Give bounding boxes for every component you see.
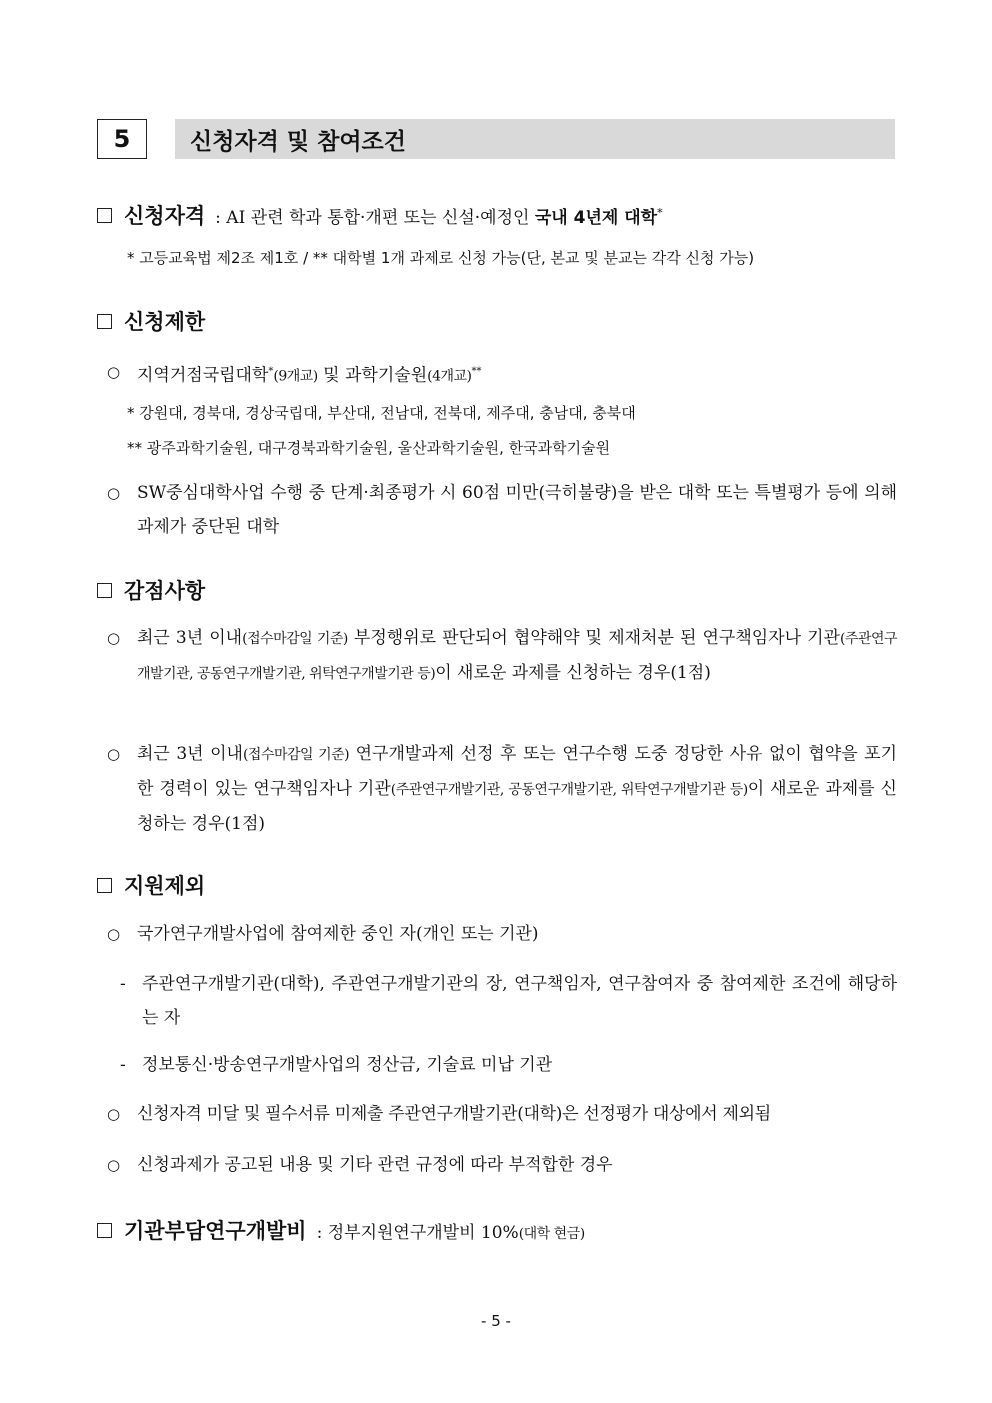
deduction-item-1-e: 이 새로운 과제를 신청하는 경우(1점) xyxy=(435,663,711,683)
deduction-item-1-a: 최근 3년 이내 xyxy=(137,628,243,648)
restriction-item-1-sup1: * xyxy=(268,366,274,377)
restriction-note-1: * 강원대, 경북대, 경상국립대, 부산대, 전남대, 전북대, 제주대, 충남대, 충북대 xyxy=(127,404,636,422)
exclusion-dash-2 xyxy=(120,1048,897,1082)
deduction-item-2 xyxy=(107,737,897,841)
restriction-item-1-b: (9개교) xyxy=(273,368,318,385)
eligibility-emphasis: 국내 4년제 대학 xyxy=(534,207,658,228)
exclusion-dash-2-text: 정보통신·방송연구개발사업의 정산금, 기술료 미납 기관 xyxy=(142,1055,553,1075)
exclusion-item-2 xyxy=(107,1097,897,1131)
exclusion-item-1-text: 국가연구개발사업에 참여제한 중인 자(개인 또는 기관) xyxy=(137,924,539,944)
deduction-item-2-e: 이 새로운 과제를 신청하는 경우(1점) xyxy=(137,779,897,834)
circle-bullet-icon: ○ xyxy=(107,925,121,943)
deduction-item-2-a: 최근 3년 이내 xyxy=(137,744,243,764)
matching-heading: 기관부담연구개발비 xyxy=(124,1219,307,1243)
matching-text: 정부지원연구개발비 10% xyxy=(327,1222,519,1243)
circle-bullet-icon: ○ xyxy=(107,484,121,502)
restriction-note-2: ** 광주과학기술원, 대구경북과학기술원, 울산과학기술원, 한국과학기술원 xyxy=(127,439,611,457)
eligibility-desc xyxy=(215,203,662,228)
deduction-item-1-d: (주관연구개발기관, 공동연구개발기관, 위탁연구개발기관 등) xyxy=(137,631,898,682)
exclusion-dash-1-text: 주관연구개발기관(대학), 주관연구개발기관의 장, 연구책임자, 연구참여자 중 참여제한 조건에 해당하는 자 xyxy=(142,974,897,1028)
exclusion-dash-1 xyxy=(120,967,897,1035)
checkbox-square-icon xyxy=(97,583,112,598)
circle-bullet-icon: ○ xyxy=(107,745,121,763)
deduction-item-1-b: (접수마감일 기준) xyxy=(242,631,348,647)
deduction-item-2-c: 연구개발과제 선정 후 또는 연구수행 도중 정당한 사유 없이 협약을 포기한 경력이 있는 연구책임자나 기관 xyxy=(137,744,897,799)
section-number: 5 xyxy=(97,119,147,159)
circle-bullet-icon: ○ xyxy=(107,1105,121,1123)
deduction-item-1 xyxy=(107,621,897,691)
eligibility-colon: : xyxy=(215,207,221,228)
exclusion-item-3 xyxy=(107,1148,897,1182)
restriction-heading-row xyxy=(97,306,205,336)
exclusion-heading-row xyxy=(97,870,205,900)
restriction-item-1-d: (4개교) xyxy=(427,368,472,385)
circle-bullet-icon: ○ xyxy=(107,1156,121,1174)
restriction-item-1-c: 및 과학기술원 xyxy=(317,365,428,386)
matching-small: (대학 현금) xyxy=(518,1225,585,1242)
eligibility-heading-row xyxy=(97,200,663,230)
restriction-item-1-a: 지역거점국립대학 xyxy=(137,365,269,386)
eligibility-heading: 신청자격 xyxy=(124,204,206,228)
dash-bullet-icon: - xyxy=(120,974,126,994)
restriction-item-2 xyxy=(107,476,897,544)
restriction-heading: 신청제한 xyxy=(124,310,206,334)
restriction-item-1-sup2: ** xyxy=(471,366,482,377)
matching-heading-row xyxy=(97,1215,585,1245)
checkbox-square-icon xyxy=(97,1223,112,1238)
eligibility-sup: * xyxy=(657,205,663,219)
deduction-item-2-d: (주관연구개발기관, 공동연구개발기관, 위탁연구개발기관 등) xyxy=(390,782,748,798)
checkbox-square-icon xyxy=(97,208,112,223)
exclusion-item-2-text: 신청자격 미달 및 필수서류 미제출 주관연구개발기관(대학)은 선정평가 대상에서 제외됨 xyxy=(137,1104,771,1124)
checkbox-square-icon xyxy=(97,878,112,893)
checkbox-square-icon xyxy=(97,314,112,329)
deduction-item-1-c: 부정행위로 판단되어 협약해약 및 제재처분 된 연구책임자나 기관 xyxy=(347,628,840,648)
circle-bullet-icon: ○ xyxy=(107,629,121,647)
exclusion-heading: 지원제외 xyxy=(124,874,206,898)
exclusion-item-1 xyxy=(107,917,897,951)
page-number: - 5 - xyxy=(481,1312,511,1330)
eligibility-note: * 고등교육법 제2조 제1호 / ** 대학별 1개 과제로 신청 가능(단, 본교 및 분교는 각각 신청 가능) xyxy=(127,249,755,267)
restriction-item-2-text: SW중심대학사업 수행 중 단계·최종평가 시 60점 미만(극히불량)을 받은 대학 또는 특별평가 등에 의해 과제가 중단된 대학 xyxy=(137,483,897,537)
dash-bullet-icon: - xyxy=(120,1055,126,1075)
matching-colon: : xyxy=(316,1222,323,1243)
eligibility-text: AI 관련 학과 통합·개편 또는 신설·예정인 xyxy=(226,207,530,228)
section-title: 신청자격 및 참여조건 xyxy=(175,119,895,159)
deduction-item-2-b: (접수마감일 기준) xyxy=(242,747,350,763)
deduction-heading: 감점사항 xyxy=(124,579,206,603)
exclusion-item-3-text: 신청과제가 공고된 내용 및 기타 관련 규정에 따라 부적합한 경우 xyxy=(137,1155,613,1175)
deduction-heading-row xyxy=(97,575,205,605)
restriction-item-1 xyxy=(107,355,897,394)
circle-bullet-icon: ○ xyxy=(107,363,121,381)
